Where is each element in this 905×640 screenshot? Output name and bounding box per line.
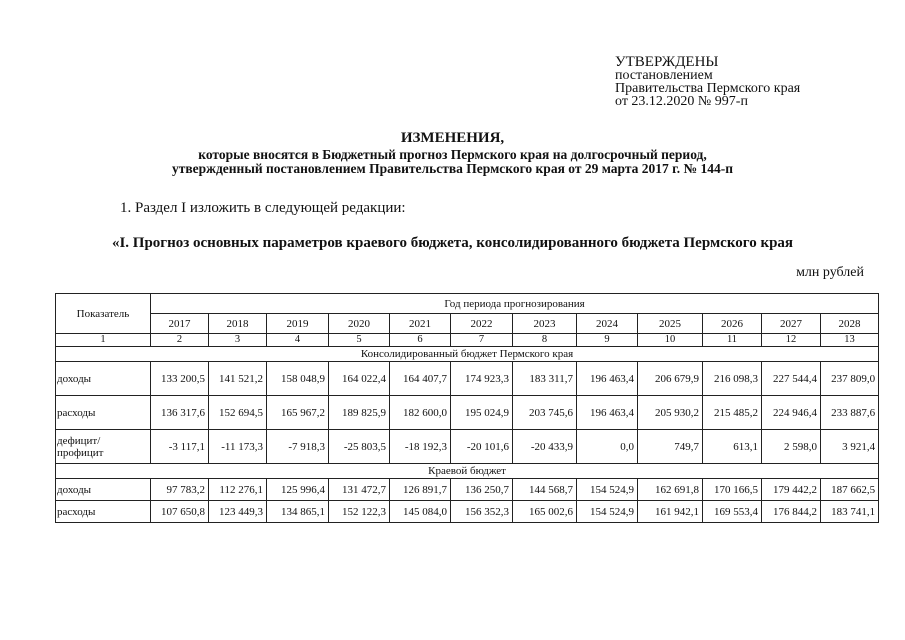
table-header-row: [56, 294, 879, 314]
value-cell: 2 598,0: [762, 430, 821, 464]
column-number-12: 12: [762, 334, 821, 347]
value-cell: 152 122,3: [329, 501, 390, 523]
value-cell: -20 433,9: [513, 430, 577, 464]
subtitle-line-2: утвержденный постановлением Правительства Пермского края от 29 марта 2017 г. № 144-п: [171, 161, 733, 176]
value-cell: 0,0: [577, 430, 638, 464]
column-number-row: [56, 334, 879, 347]
value-cell: 97 783,2: [151, 479, 209, 501]
value-cell: 3 921,4: [821, 430, 879, 464]
value-cell: 176 844,2: [762, 501, 821, 523]
column-number-8: 8: [513, 334, 577, 347]
value-cell: 133 200,5: [151, 362, 209, 396]
column-number-3: 3: [209, 334, 267, 347]
value-cell: 216 098,3: [703, 362, 762, 396]
value-cell: 125 996,4: [267, 479, 329, 501]
value-cell: 237 809,0: [821, 362, 879, 396]
year-header-2024: 2024: [577, 314, 638, 334]
table-row: [56, 430, 879, 464]
row-label: расходы: [56, 396, 151, 430]
column-number-1: 1: [56, 334, 151, 347]
year-header-row: [56, 314, 879, 334]
value-cell: 227 544,4: [762, 362, 821, 396]
approval-line-1: УТВЕРЖДЕНЫ: [615, 54, 719, 70]
value-cell: 196 463,4: [577, 396, 638, 430]
value-cell: 144 568,7: [513, 479, 577, 501]
value-cell: 165 002,6: [513, 501, 577, 523]
value-cell: 224 946,4: [762, 396, 821, 430]
column-number-9: 9: [577, 334, 638, 347]
value-cell: 170 166,5: [703, 479, 762, 501]
value-cell: 195 024,9: [451, 396, 513, 430]
year-header-2028: 2028: [821, 314, 879, 334]
approval-line-4: от 23.12.2020 № 997-п: [615, 94, 748, 109]
value-cell: 154 524,9: [577, 501, 638, 523]
value-cell: 154 524,9: [577, 479, 638, 501]
year-header-2023: 2023: [513, 314, 577, 334]
value-cell: 165 967,2: [267, 396, 329, 430]
value-cell: 161 942,1: [638, 501, 703, 523]
year-header-2018: 2018: [209, 314, 267, 334]
value-cell: 196 463,4: [577, 362, 638, 396]
approval-line-3: Правительства Пермского края: [615, 81, 801, 96]
table-row: [56, 479, 879, 501]
column-number-7: 7: [451, 334, 513, 347]
value-cell: 123 449,3: [209, 501, 267, 523]
value-cell: -20 101,6: [451, 430, 513, 464]
year-header-2025: 2025: [638, 314, 703, 334]
value-cell: 169 553,4: [703, 501, 762, 523]
value-cell: 205 930,2: [638, 396, 703, 430]
value-cell: 189 825,9: [329, 396, 390, 430]
column-number-6: 6: [390, 334, 451, 347]
approval-line-2: постановлением: [615, 68, 713, 83]
year-header-2021: 2021: [390, 314, 451, 334]
value-cell: 158 048,9: [267, 362, 329, 396]
value-cell: 141 521,2: [209, 362, 267, 396]
value-cell: 215 485,2: [703, 396, 762, 430]
year-header-2026: 2026: [703, 314, 762, 334]
column-number-2: 2: [151, 334, 209, 347]
value-cell: 134 865,1: [267, 501, 329, 523]
value-cell: 164 022,4: [329, 362, 390, 396]
value-cell: 156 352,3: [451, 501, 513, 523]
table-row: [56, 396, 879, 430]
column-number-4: 4: [267, 334, 329, 347]
row-label: дефицит/ профицит: [56, 430, 151, 464]
value-cell: 136 317,6: [151, 396, 209, 430]
column-number-13: 13: [821, 334, 879, 347]
value-cell: -18 192,3: [390, 430, 451, 464]
period-header: Год периода прогнозирования: [151, 294, 879, 314]
section-title-row: [56, 347, 879, 362]
value-cell: 203 745,6: [513, 396, 577, 430]
column-number-10: 10: [638, 334, 703, 347]
value-cell: 164 407,7: [390, 362, 451, 396]
document-subtitle: [0, 148, 905, 176]
table-body: [56, 294, 879, 523]
column-number-5: 5: [329, 334, 390, 347]
section-title: Краевой бюджет: [56, 464, 879, 479]
subtitle-line-1: которые вносятся в Бюджетный прогноз Пермского края на долгосрочный период,: [198, 147, 707, 162]
section-title: Консолидированный бюджет Пермского края: [56, 347, 879, 362]
value-cell: 749,7: [638, 430, 703, 464]
budget-forecast-table: [55, 293, 879, 523]
value-cell: 233 887,6: [821, 396, 879, 430]
document-title: ИЗМЕНЕНИЯ,: [400, 130, 505, 146]
value-cell: 126 891,7: [390, 479, 451, 501]
value-cell: -7 918,3: [267, 430, 329, 464]
row-label: доходы: [56, 362, 151, 396]
table-caption: «I. Прогноз основных параметров краевого бюджета, консолидированного бюджета Пермского края: [111, 235, 794, 251]
value-cell: 182 600,0: [390, 396, 451, 430]
value-cell: 174 923,3: [451, 362, 513, 396]
value-cell: -25 803,5: [329, 430, 390, 464]
table-row: [56, 362, 879, 396]
value-cell: 206 679,9: [638, 362, 703, 396]
value-cell: -3 117,1: [151, 430, 209, 464]
year-header-2027: 2027: [762, 314, 821, 334]
column-number-11: 11: [703, 334, 762, 347]
unit-label: млн рублей: [796, 265, 864, 280]
value-cell: -11 173,3: [209, 430, 267, 464]
value-cell: 131 472,7: [329, 479, 390, 501]
year-header-2020: 2020: [329, 314, 390, 334]
section-title-row: [56, 464, 879, 479]
value-cell: 136 250,7: [451, 479, 513, 501]
indicator-header: Показатель: [56, 294, 151, 334]
value-cell: 179 442,2: [762, 479, 821, 501]
value-cell: 183 311,7: [513, 362, 577, 396]
value-cell: 613,1: [703, 430, 762, 464]
row-label: расходы: [56, 501, 151, 523]
value-cell: 162 691,8: [638, 479, 703, 501]
section-instruction: 1. Раздел I изложить в следующей редакции:: [120, 200, 406, 216]
approval-stamp: [615, 56, 800, 108]
year-header-2022: 2022: [451, 314, 513, 334]
value-cell: 112 276,1: [209, 479, 267, 501]
value-cell: 107 650,8: [151, 501, 209, 523]
year-header-2017: 2017: [151, 314, 209, 334]
table-row: [56, 501, 879, 523]
value-cell: 152 694,5: [209, 396, 267, 430]
value-cell: 145 084,0: [390, 501, 451, 523]
value-cell: 187 662,5: [821, 479, 879, 501]
row-label: доходы: [56, 479, 151, 501]
year-header-2019: 2019: [267, 314, 329, 334]
value-cell: 183 741,1: [821, 501, 879, 523]
